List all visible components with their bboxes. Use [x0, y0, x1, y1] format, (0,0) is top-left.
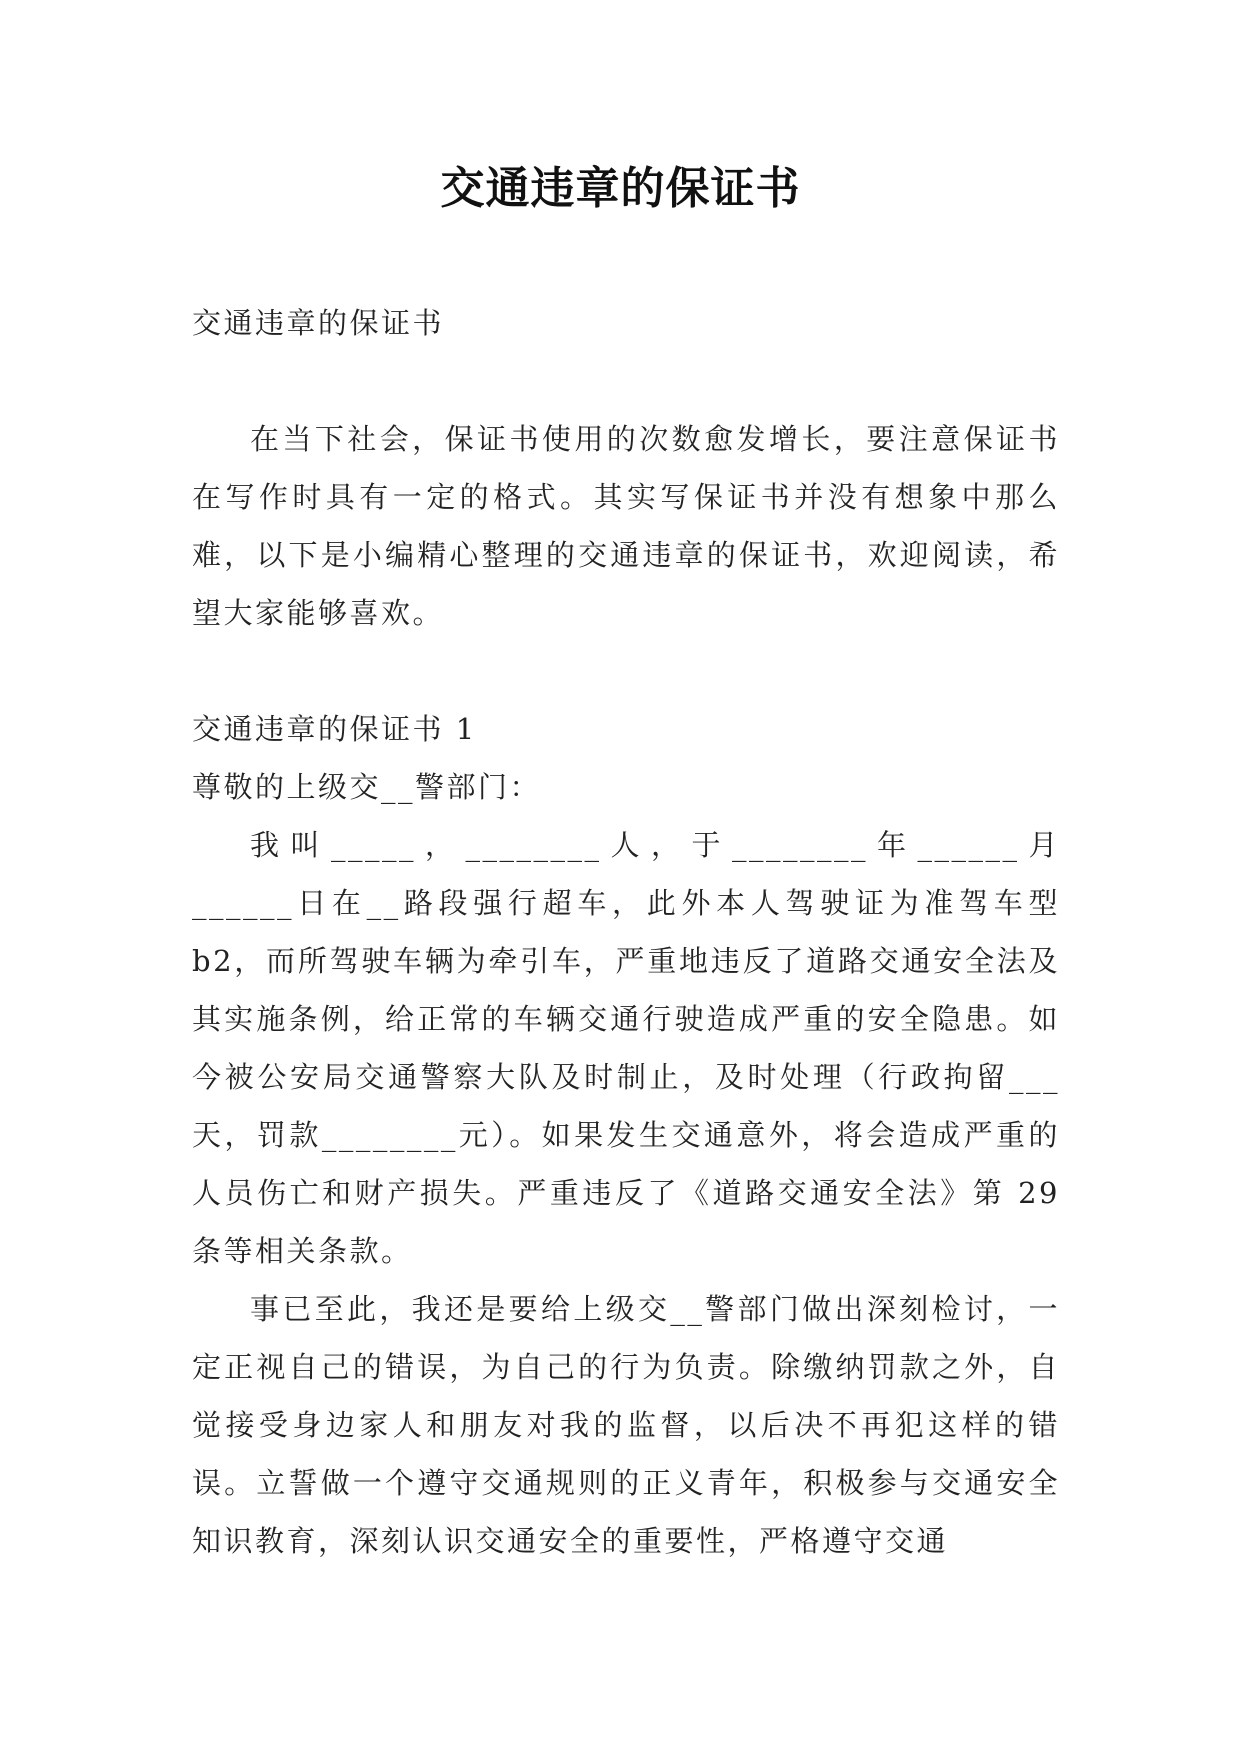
- body-paragraph-2: 事已至此，我还是要给上级交__警部门做出深刻检讨，一定正视自己的错误，为自己的行为负责。除缴纳罚款之外，自觉接受身边家人和朋友对我的监督，以后决不再犯这样的错误。立誓做一个遵守交通规则的正义青年，积极参与交通安全知识教育，深刻认识交通安全的重要性，严格遵守交通: [192, 1292, 1060, 1558]
- salutation: 尊敬的上级交__警部门：: [192, 770, 542, 804]
- spacer: [192, 352, 1060, 410]
- document-subtitle: 交通违章的保证书: [192, 306, 445, 340]
- intro-paragraph: 在当下社会，保证书使用的次数愈发增长，要注意保证书在写作时具有一定的格式。其实写保证书并没有想象中那么难，以下是小编精心整理的交通违章的保证书，欢迎阅读，希望大家能够喜欢。: [192, 422, 1060, 630]
- document-body: [192, 294, 1060, 1570]
- document-title: 交通违章的保证书: [440, 163, 801, 214]
- body-paragraph-1: 我叫_____，________人，于________年______月______日在__路段强行超车，此外本人驾驶证为准驾车型 b2，而所驾驶车辆为牵引车，严重地违反了道路交通安全法及其实施条例，给正常的车辆交通行驶造成严重的安全隐患。如今被公安局交通警察大队及时制止，及时处理（行政拘留___天，罚款________元）。如果发生交通意外，将会造成严重的人员伤亡和财产损失。严重违反了《道路交通安全法》第 29 条等相关条款。: [192, 828, 1060, 1268]
- spacer: [192, 642, 1060, 700]
- section-title: 交通违章的保证书 1: [192, 712, 477, 746]
